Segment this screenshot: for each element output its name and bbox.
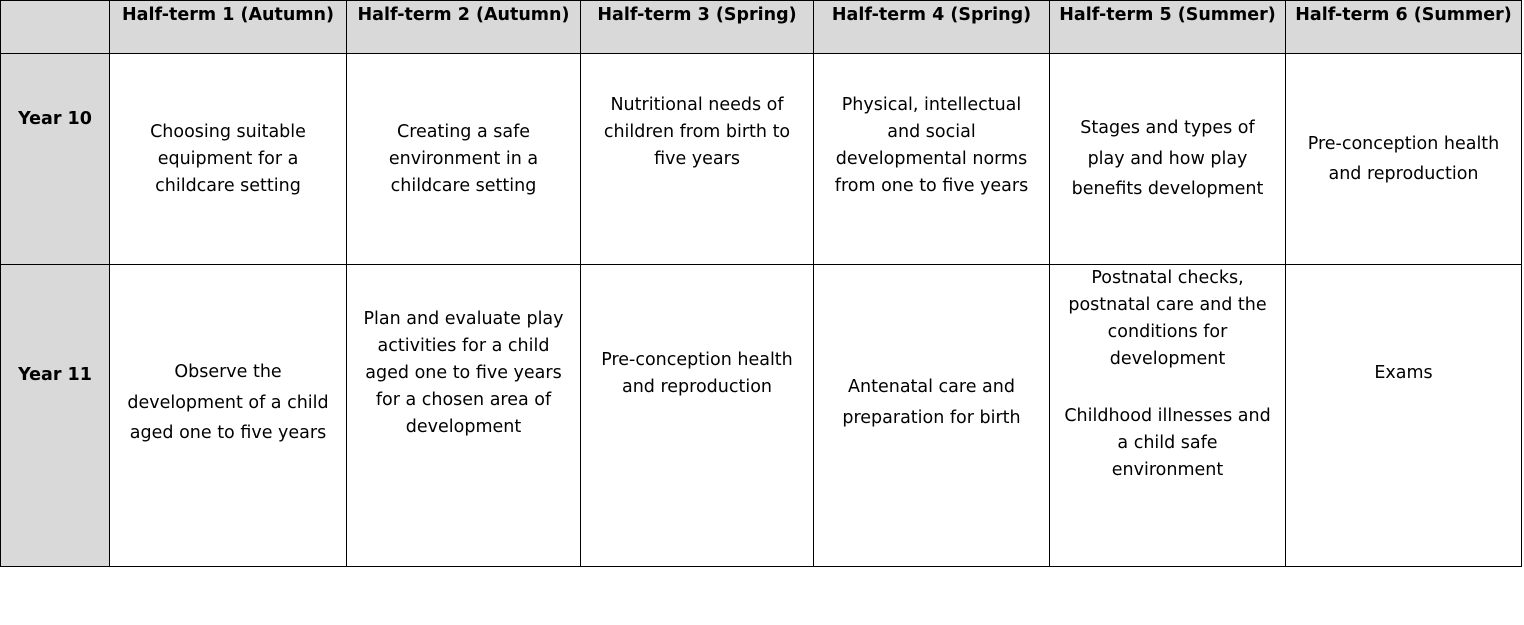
- table-cell: [1286, 265, 1522, 567]
- table-cell: [1050, 265, 1286, 567]
- cell-text: Postnatal checks, postnatal care and the conditions for development: [1068, 268, 1267, 369]
- table-cell: [347, 54, 581, 265]
- cell-text: Pre-conception health and reproduction: [1307, 133, 1500, 184]
- table-cell: [347, 265, 581, 567]
- header-label: Half-term 6 (Summer): [1295, 5, 1512, 25]
- table-cell: [581, 265, 814, 567]
- header-half-term-5: [1050, 1, 1286, 54]
- table-cell: [814, 54, 1050, 265]
- header-label: Half-term 2 (Autumn): [357, 5, 570, 25]
- header-half-term-3: [581, 1, 814, 54]
- table-cell: [1286, 54, 1522, 265]
- cell-text: Observe the development of a child aged one to five years: [127, 362, 329, 443]
- header-label: Half-term 4 (Spring): [831, 5, 1032, 25]
- corner-cell: [1, 1, 110, 54]
- table-cell: [110, 54, 347, 265]
- table-cell: [1050, 54, 1286, 265]
- header-half-term-6: [1286, 1, 1522, 54]
- header-label: Half-term 5 (Summer): [1059, 5, 1276, 25]
- header-label: Half-term 3 (Spring): [597, 5, 797, 25]
- cell-text: Physical, intellectual and social developmental norms from one to five years: [834, 95, 1029, 196]
- header-half-term-2: [347, 1, 581, 54]
- row-label: Year 11: [18, 365, 92, 385]
- cell-text: Stages and types of play and how play benefits development: [1071, 118, 1264, 200]
- cell-text: Choosing suitable equipment for a childcare setting: [150, 121, 306, 196]
- cell-text: Antenatal care and preparation for birth: [842, 377, 1021, 428]
- row-label: Year 10: [18, 109, 92, 129]
- cell-text: Plan and evaluate play activities for a child aged one to five years for a chosen area of development: [363, 309, 564, 437]
- table-cell: [110, 265, 347, 567]
- table-cell: [814, 265, 1050, 567]
- row-header-year-11: [1, 265, 110, 567]
- cell-text: Pre-conception health and reproduction: [601, 350, 793, 397]
- cell-text: Nutritional needs of children from birth to five years: [603, 95, 791, 169]
- header-label: Half-term 1 (Autumn): [122, 5, 334, 25]
- cell-text-stack: [1060, 265, 1275, 484]
- cell-text: Creating a safe environment in a childcare setting: [388, 121, 539, 196]
- row-header-year-10: [1, 54, 110, 265]
- header-half-term-4: [814, 1, 1050, 54]
- table-cell: [581, 54, 814, 265]
- header-half-term-1: [110, 1, 347, 54]
- cell-text-secondary: Childhood illnesses and a child safe environment: [1064, 406, 1271, 480]
- cell-text: Exams: [1374, 363, 1433, 383]
